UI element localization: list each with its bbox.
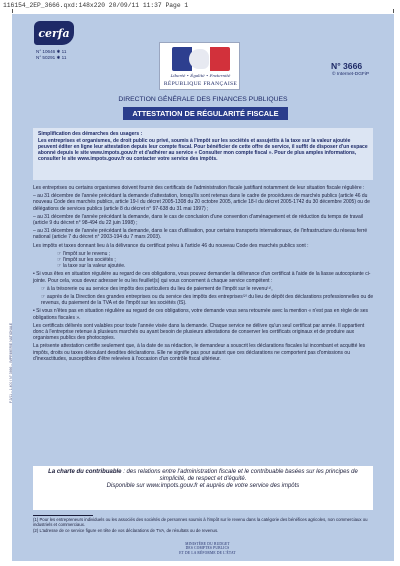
ministry-line: ET DE LA RÉFORME DE L'ÉTAT	[179, 550, 236, 555]
emblem-motto: Liberté • Égalité • Fraternité	[170, 73, 231, 78]
form-number: N° 3666	[331, 61, 363, 71]
paragraph: • Si vous n'êtes pas en situation régulière au regard de ces obligations, votre demande vous sera retournée avec la mention « n'est pas en règle de ses obligations fiscales ».	[33, 308, 368, 321]
paragraph: ☞ à la trésorerie ou au service des impôts des particuliers du lieu de paiement de l'impôt sur le revenu⁽¹⁾,	[41, 285, 273, 292]
simplification-notice	[33, 128, 373, 180]
paragraph: La présente attestation certifie seulement que, à la date de sa rédaction, le demandeur a souscrit les déclarations fiscales lui incombant et acquitté les impôts, droits ou taxes découlant desdites déclarations. Elle ne signifie pas pour autant que ces déclarations ne comportent pas d'omissions ou d'inexactitudes, susceptibles d'être relevées à l'occasion d'un contrôle fiscal ultérieur.	[33, 343, 366, 362]
side-printer-text: F.3/11 – 1.400 / N° 3666 – IMPRIMERIE NATIONALE	[9, 322, 13, 403]
notice-body: Les entreprises et organismes, de droit public ou privé, soumis à l'impôt sur les sociétés et assujettis à la taxe sur la valeur ajoutée peuvent éditer en ligne leur attestation depuis leur compte fiscal. Pour bénéficier de cette offre de service, il suffit de disposer d'un espace abonné depuis le site www.impots.gouv.fr et d'adhérer au service « Consulter mon compte fiscal ». Pour de plus amples informations, consulter le site www.impots.gouv.fr ou contacter votre service des impôts.	[38, 138, 368, 163]
cerfa-logo-text: cerfa	[38, 26, 70, 40]
paragraph: ☞ auprès de la Direction des grandes entreprises ou du service des impôts des entreprises⁽²⁾ du lieu de dépôt des déclarations professionnelles ou de revenus, du paiement de la TVA et de l'impôt sur les sociétés (IS).	[41, 294, 374, 307]
ministry-logo	[165, 542, 250, 555]
form-sheet	[12, 14, 394, 561]
body-text	[33, 185, 375, 364]
notice-title: Simplification des démarches des usagers :	[38, 131, 143, 137]
charter-label: La charte du contribuable	[48, 469, 122, 475]
direction-title: DIRECTION GÉNÉRALE DES FINANCES PUBLIQUES	[118, 96, 288, 103]
ministry-line: MINISTÈRE DU BUDGET	[185, 542, 230, 546]
cerfa-number: N° 50291 ✱ 11	[36, 55, 67, 60]
cerfa-number: N° 10646 ✱ 11	[36, 49, 67, 54]
paragraph: Les entreprises ou certains organismes doivent fournir des certificats de l'administration fiscale justifiant notamment de leur situation fiscale régulière :	[33, 185, 365, 191]
cerfa-logo	[34, 21, 74, 45]
paragraph: – au 31 décembre de l'année précédant la demande, dans le cas de conclusion d'une convention d'aménagement et de réduction du temps de travail (article 9 du décret n° 98-494 du 22 juin 1998) ;	[33, 213, 364, 227]
paragraph: Les impôts et taxes donnant lieu à la délivrance du certificat prévu à l'article 46 du nouveau Code des marchés publics sont :	[33, 242, 309, 249]
print-header: 116154_2EP_3666.qxd:148x220 20/09/11 11:37 Page 1	[3, 2, 189, 9]
document-title: ATTESTATION DE RÉGULARITÉ FISCALE	[123, 107, 288, 120]
marianne-profile-icon	[189, 49, 209, 69]
charter-text: : des relations entre l'administration fiscale et le contribuable basées sur les principes de simplicité, de respect et d'équité.	[121, 469, 358, 483]
taxpayer-charter-box	[33, 466, 373, 510]
charter-availability: Disponible sur www.impots.gouv.fr et auprès de votre service des impôts	[106, 483, 300, 490]
internet-label: © Internet-DGFiP	[332, 72, 370, 77]
republic-emblem	[159, 42, 240, 90]
tax-list-item: ☞ la taxe sur la valeur ajoutée.	[57, 263, 126, 270]
emblem-republic: RÉPUBLIQUE FRANÇAISE	[163, 81, 238, 87]
tax-list-item: ☞ l'impôt sur le revenu ;	[57, 250, 111, 257]
crop-mark-top-right	[393, 9, 394, 13]
paragraph: – au 31 décembre de l'année précédant la demande, dans le cas d'utilisation, pour certains transports internationaux, de l'infrastructure du réseau ferré national (article 7 du décret n° 2003-194 du 7 mars 2003).	[33, 228, 368, 241]
crop-mark-top-left	[12, 9, 13, 13]
paragraph: – au 31 décembre de l'année précédant la demande d'attestation, lorsqu'ils sont retenus dans le cadre de procédures de marchés publics (article 46 du nouveau Code des marchés publics, article 19-I du décret 2005-1308 du 20 octobre 2005, article 18-I du décret 2005-1742 du 30 décembre 2005) ou de délégations de services publics (article 8 du décret n° 97-638 du 31 mai 1997) ;	[33, 193, 370, 212]
footnote-divider	[33, 515, 93, 516]
footnotes	[33, 517, 375, 533]
footnote: (1) Pour les entrepreneurs individuels ou les associés des sociétés de personnes soumis à l'impôt sur le revenu dans la catégorie des bénéfices agricoles, non commerciaux ou industriels et commerciaux.	[33, 517, 368, 528]
cerfa-numbers	[36, 49, 66, 61]
marianne-logo	[172, 47, 230, 71]
tax-list-item: ☞ l'impôt sur les sociétés ;	[57, 257, 116, 264]
paragraph: Les certificats délivrés sont valables pour toute l'année visée dans la demande. Chaque service ne délivre qu'un seul certificat par année. Il appartient donc à l'entreprise retenue à plusieurs marchés ou ayant besoin de plusieurs attestations de conserver les certificats originaux et de produire aux organismes publics des photocopies.	[33, 322, 365, 342]
paragraph: • Si vous êtes en situation régulière au regard de ces obligations, vous pouvez demander la délivrance d'un certificat à l'aide de la liasse autocopiante ci-jointe. Pour cela, vous devez adresser le ou les feuillet(s) qui vous concernent à chaque service compétent :	[33, 271, 371, 284]
footnote: (2) L'adresse de ce service figure en tête de vos déclarations de TVA, de résultats ou de revenus.	[33, 527, 219, 533]
ministry-line: DES COMPTES PUBLICS	[185, 546, 230, 551]
